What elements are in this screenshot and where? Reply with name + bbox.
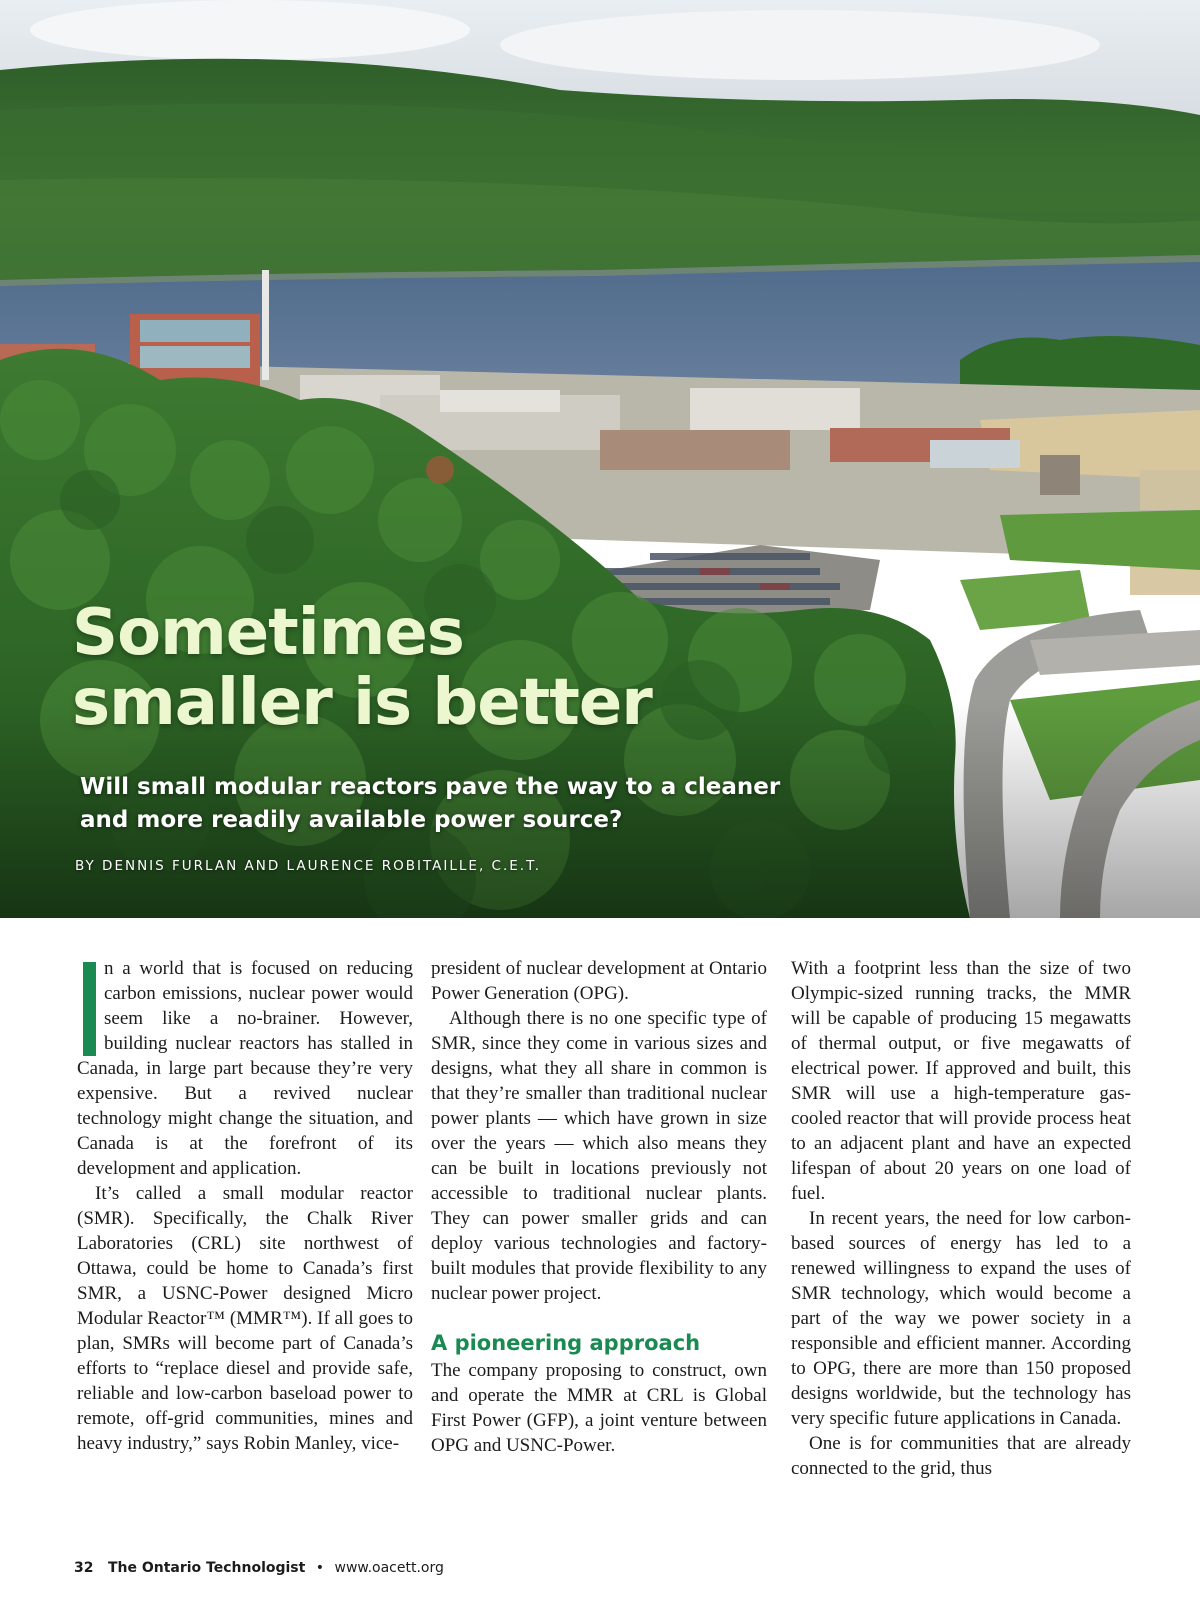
article-subtitle: Will small modular reactors pave the way to a cleaner and more readily available power source? <box>80 774 781 833</box>
article-paragraph: Although there is no one specific type of SMR, since they come in various sizes and designs, what they all share in common is that they’re smaller than traditional nuclear power plants — which have grown in size over the years — which also means they can be built in locations previously not accessible to traditional nuclear plants. They can power smaller grids and can deploy various technologies and factory-built modules that provide flexibility to any nuclear power project. <box>431 1008 767 1304</box>
magazine-name: The Ontario Technologist <box>107 1560 306 1576</box>
section-heading: A pioneering approach <box>431 1331 701 1355</box>
article-paragraph: With a footprint less than the size of two Olympic-sized running tracks, the MMR will be capable of producing 15 megawatts of thermal output, or five megawatts of electrical power. If approved and built, this SMR will use a high-temperature gas-cooled reactor that will provide process heat to an adjacent plant and have an expected lifespan of about 20 years on one load of fuel. <box>791 958 1131 1204</box>
article-title <box>72 598 652 738</box>
footer-separator: • <box>315 1560 325 1576</box>
page-number: 32 <box>74 1560 94 1576</box>
article-column-1 <box>77 956 413 1456</box>
article-title-line-2: smaller is better <box>72 666 652 740</box>
website-link[interactable]: www.oacett.org <box>334 1560 444 1576</box>
byline: BY DENNIS FURLAN AND LAURENCE ROBITAILLE, C.E.T. <box>75 858 542 874</box>
article-paragraph: The company proposing to construct, own and operate the MMR at CRL is Global First Power (GFP), a joint venture between OPG and USNC-Power. <box>431 1360 767 1456</box>
paragraph-text: n a world that is focused on reducing carbon emissions, nuclear power would seem like a no-brainer. However, building nuclear reactors has stalled in Canada, in large part because they’re very expensive. But a revived nuclear technology might change the situation, and Canada is at the forefront of its development and application. <box>77 958 413 1179</box>
drop-cap-letter-i <box>83 962 96 1056</box>
article-paragraph: One is for communities that are already connected to the grid, thus <box>791 1433 1131 1479</box>
article-paragraph <box>77 956 413 1181</box>
article-title-line-1: Sometimes <box>72 596 464 670</box>
page-footer <box>74 1560 444 1576</box>
article-column-3 <box>791 956 1131 1481</box>
article-column-2 <box>431 956 767 1458</box>
article-paragraph: It’s called a small modular reactor (SMR). Specifically, the Chalk River Laboratories (CRL) site northwest of Ottawa, could be home to Canada’s first SMR, a USNC-Power designed Micro Modular Reactor™ (MMR™). If all goes to plan, SMRs will become part of Canada’s efforts to “replace diesel and provide safe, reliable and low-carbon baseload power to remote, off-grid communities, mines and heavy industry,” says Robin Manley, vice- <box>77 1183 413 1454</box>
article-paragraph: president of nuclear development at Ontario Power Generation (OPG). <box>431 958 767 1004</box>
article-paragraph: In recent years, the need for low carbon-based sources of energy has led to a renewed willingness to expand the uses of SMR technology, which would become a part of the way we power society in a responsible and efficient manner. According to OPG, there are more than 150 proposed designs worldwide, but the technology has very specific future applications in Canada. <box>791 1208 1131 1429</box>
